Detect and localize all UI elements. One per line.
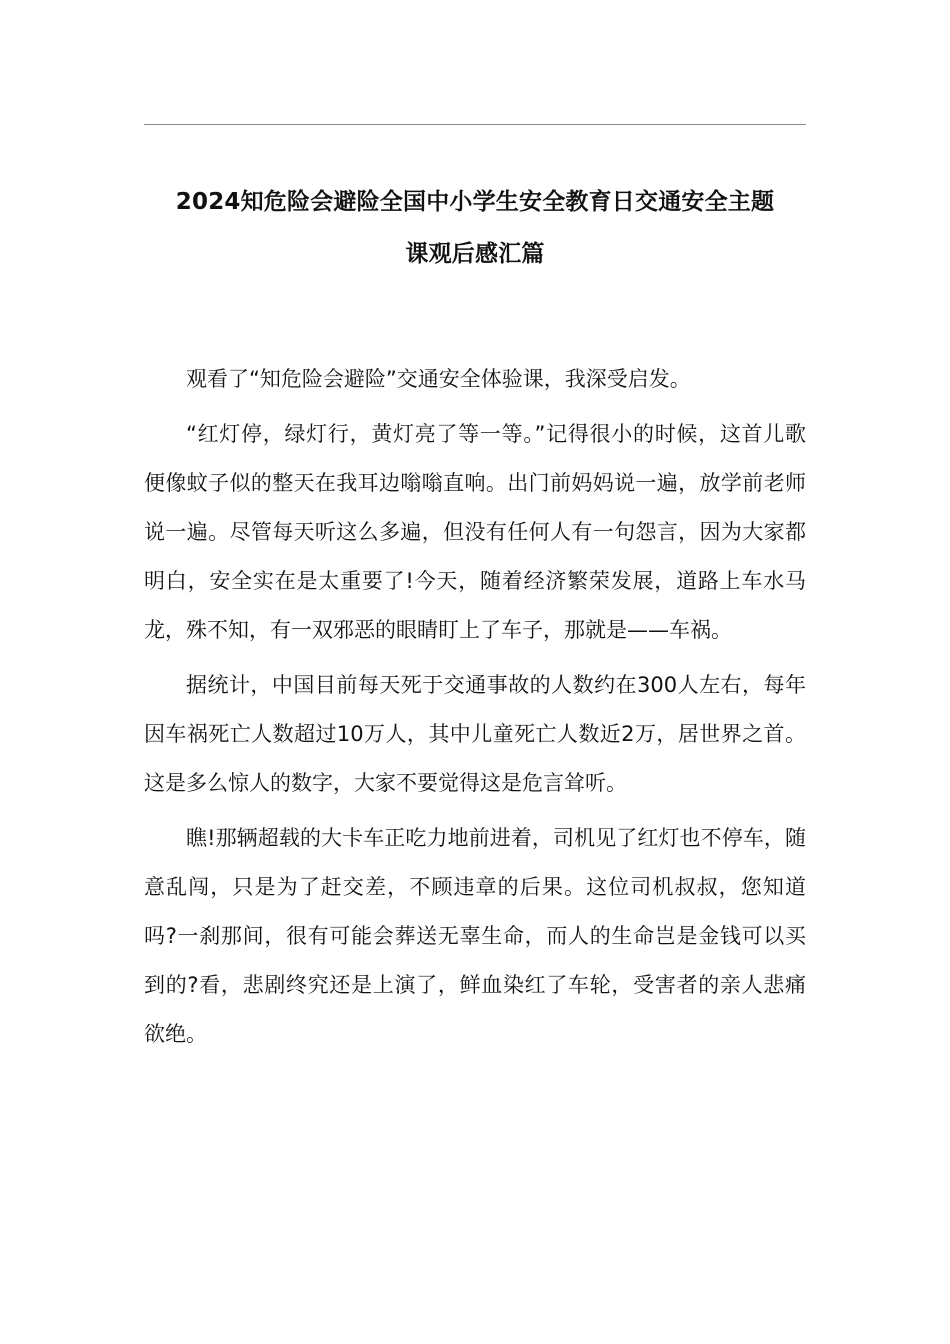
document-body [144,355,806,1065]
paragraph-nursery-rhyme: “红灯停，绿灯行，黄灯亮了等一等。”记得很小的时候，这首儿歌便像蚊子似的整天在我耳边嗡嗡直响。出门前妈妈说一遍，放学前老师说一遍。尽管每天听这么多遍，但没有任何人有一句怨言，因为大家都明白，安全实在是太重要了!今天，随着经济繁荣发展，道路上车水马龙，殊不知，有一双邪恶的眼睛盯上了车子，那就是——车祸。 [144,422,806,642]
paragraph-intro: 观看了“知危险会避险”交通安全体验课，我深受启发。 [186,367,691,391]
title-line-1: 2024知危险会避险全国中小学生安全教育日交通安全主题 [175,189,775,215]
title-line-2: 课观后感汇篇 [405,241,545,267]
paragraph-truck-story: 瞧!那辆超载的大卡车正吃力地前进着，司机见了红灯也不停车，随意乱闯，只是为了赶交差，不顾违章的后果。这位司机叔叔，您知道吗?一刹那间，很有可能会葬送无辜生命，而人的生命岂是金钱可以买到的?看，悲剧终究还是上演了，鲜血染红了车轮，受害者的亲人悲痛欲绝。 [144,826,806,1046]
paragraph-statistics: 据统计，中国目前每天死于交通事故的人数约在300人左右，每年因车祸死亡人数超过10万人，其中儿童死亡人数近2万，居世界之首。这是多么惊人的数字，大家不要觉得这是危言耸听。 [144,673,806,795]
header-rule [144,124,806,125]
document-title [144,176,806,280]
